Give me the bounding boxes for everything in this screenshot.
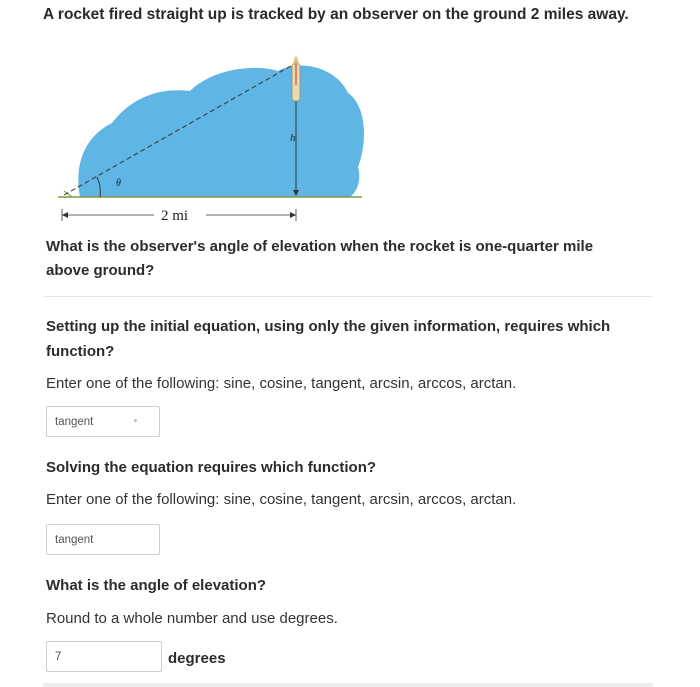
units-label: degrees bbox=[168, 650, 226, 667]
angle-label: θ bbox=[116, 178, 121, 189]
part2-prompt: Solving the equation requires which function? bbox=[46, 459, 377, 476]
part1-hint: Enter one of the following: sine, cosine, tangent, arcsin, arccos, arctan. bbox=[46, 375, 517, 392]
part2-hint: Enter one of the following: sine, cosine, tangent, arcsin, arccos, arctan. bbox=[46, 491, 517, 508]
part3-answer-input[interactable] bbox=[46, 641, 162, 672]
section-divider bbox=[44, 296, 652, 297]
distance-arrow-right bbox=[290, 212, 296, 218]
part1-prompt-line-1: Setting up the initial equation, using only the given information, requires which bbox=[46, 318, 611, 335]
part2-answer-value: tangent bbox=[55, 534, 94, 546]
question-line-1: What is the observer's angle of elevation when the rocket is one-quarter mile bbox=[46, 238, 594, 255]
distance-arrow-left bbox=[62, 212, 68, 218]
problem-title: A rocket fired straight up is tracked by an observer on the ground 2 miles away. bbox=[43, 6, 629, 23]
rocket-diagram bbox=[50, 45, 370, 235]
part3-prompt: What is the angle of elevation? bbox=[46, 577, 267, 594]
distance-label: 2 mi bbox=[161, 208, 189, 224]
part2-answer-input[interactable] bbox=[46, 524, 160, 555]
rocket-diagram-svg bbox=[50, 45, 370, 235]
bottom-edge bbox=[43, 683, 653, 687]
part3-answer-value: 7 bbox=[55, 651, 62, 663]
height-label: h bbox=[290, 132, 296, 144]
sky-region bbox=[78, 66, 364, 197]
part1-answer-value: tangent bbox=[55, 416, 94, 428]
input-cursor-icon bbox=[134, 419, 137, 422]
part1-answer-input[interactable] bbox=[46, 406, 160, 437]
part3-hint: Round to a whole number and use degrees. bbox=[46, 610, 338, 627]
part1-prompt-line-2: function? bbox=[46, 343, 115, 360]
question-line-2: above ground? bbox=[46, 262, 155, 279]
